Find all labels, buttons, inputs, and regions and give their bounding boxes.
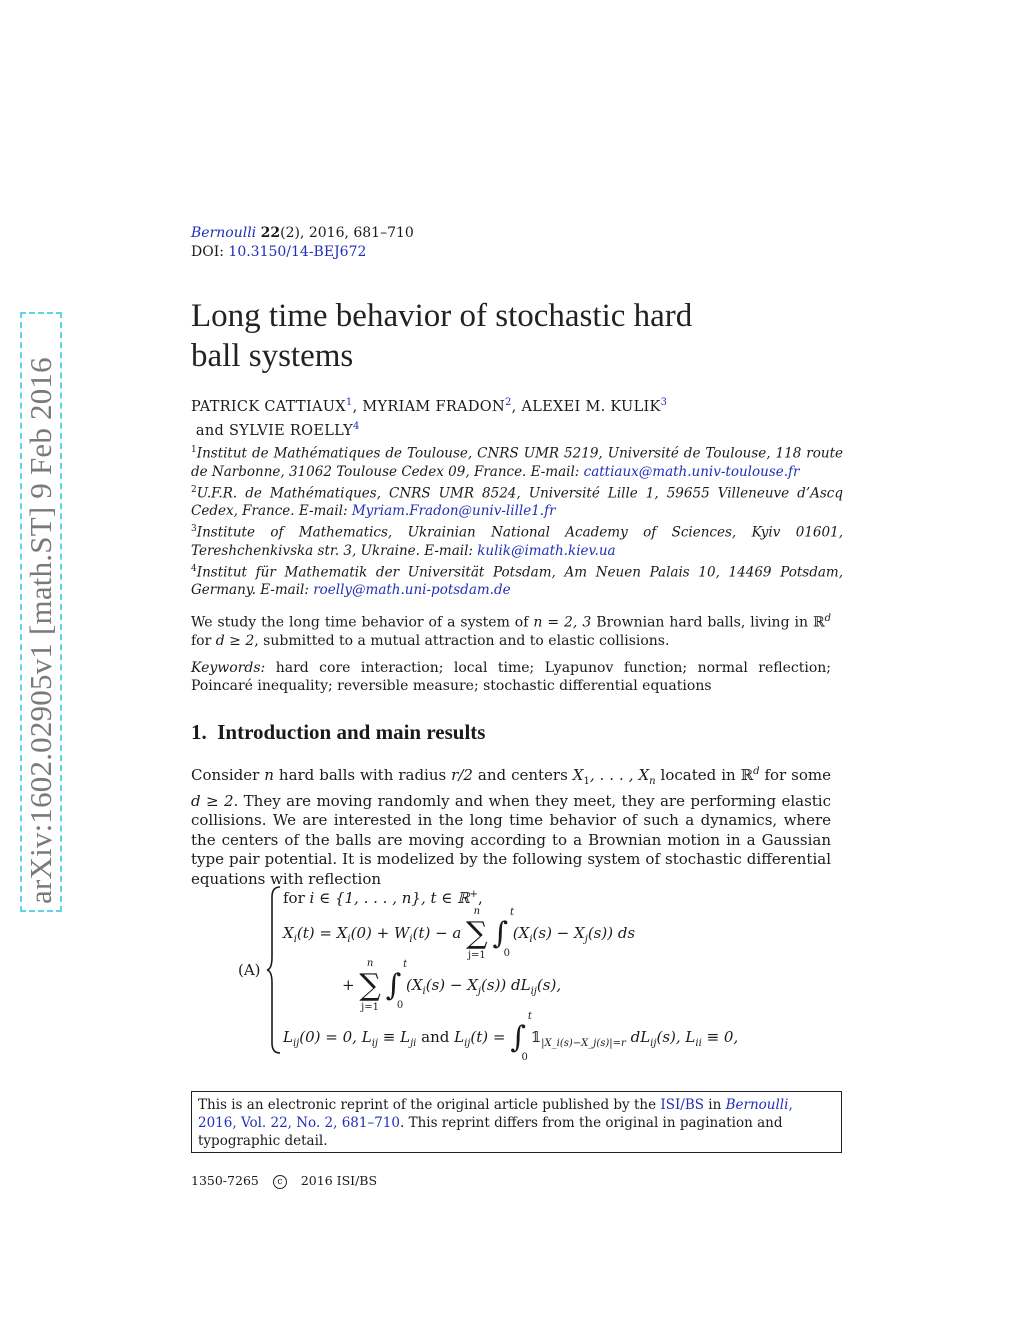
eq-text: for [283,889,310,907]
affiliation-text: Institute of Mathematics, Ukrainian National Academy of Sciences, Kyiv 01601, Tereshchenkivska str. 3, Ukraine. E-mail: [191,524,843,559]
sum-upper-limit: n [366,958,374,969]
eq-math: (t) − a [412,924,462,942]
email-link[interactable]: roelly@math.uni-potsdam.de [313,582,511,598]
eq-math: ij [650,1038,657,1049]
bernoulli-link[interactable]: Bernoulli [725,1097,789,1113]
eq-math: ≡ 0, [701,1028,739,1046]
abstract-math: d [824,613,831,624]
author-name: MYRIAM FRADON [362,398,505,415]
eq-math: i [347,934,351,945]
eq-math: (s), [536,976,562,994]
abstract-math: d ≥ 2 [215,632,255,649]
section-number: 1. [191,720,207,744]
footer [191,1173,377,1189]
doi-label: DOI: [191,244,224,260]
intro-text: Consider [191,766,265,784]
reprint-text: . This reprint differs from the original in pagination and typographic detail. [198,1115,783,1149]
email-link[interactable]: Myriam.Fradon@univ-lille1.fr [351,503,556,519]
keywords [191,659,831,695]
author-name: PATRICK CATTIAUX [191,398,346,415]
intro-math: d [753,766,760,777]
integral-upper-limit: t [527,1011,532,1022]
equation-line-2 [283,906,636,961]
keywords-label: Keywords: [191,660,266,676]
eq-math: (X [512,924,530,942]
eq-text: and [416,1028,455,1046]
eq-math: (s)) ds [587,924,636,942]
sum-operator: n ∑ j=1 [359,958,381,1013]
abstract-text: , submitted to a mutual attraction and to elastic collisions. [254,632,670,649]
integral-operator: t ∫ 0 [385,959,408,1011]
eq-math: ij [292,1038,300,1049]
title-line-2: ball systems [191,338,354,374]
intro-text: hard balls with radius [273,766,452,784]
affiliation-number: 2 [191,484,197,495]
intro-text: for some [759,766,832,784]
intro-paragraph [191,762,831,890]
eq-math: i [409,934,413,945]
equation-line-3 [342,958,562,1013]
reprint-text: This is an electronic reprint of the original article published by the [198,1097,661,1113]
integral-upper-limit: t [403,959,408,970]
sum-lower-limit: j=1 [467,950,486,961]
abstract-text: Brownian hard balls, living in [591,614,813,631]
author-and: and [195,422,225,439]
section-heading [191,720,485,745]
paper-title [191,296,831,376]
sum-operator: n ∑ j=1 [466,906,488,961]
doi-link[interactable]: 10.3150/14-BEJ672 [228,244,367,260]
reprint-notice [191,1091,842,1153]
intro-text: and centers [472,766,573,784]
author-affiliation-ref[interactable]: 3 [660,397,668,408]
affiliation [191,481,843,521]
eq-math: i [422,986,426,997]
author-list: PATRICK CATTIAUX$^1$, MYRIAM FRADON$^2$, ALEXEI M. KULIK$^3$ and SYLVIE ROELLY$^4$ [191,397,668,439]
sum-upper-limit: n [473,906,481,917]
abstract-text: for [191,632,216,649]
intro-math: d ≥ 2 [191,791,234,810]
issn: 1350-7265 [191,1173,259,1188]
eq-math: + [342,976,355,994]
eq-math: i [529,934,533,945]
author-name: ALEXEI M. KULIK [521,398,661,415]
integral-upper-limit: t [509,907,514,918]
eq-math: (s) − X [425,976,478,994]
email-link[interactable]: cattiaux@math.univ-toulouse.fr [583,463,800,480]
eq-math: (0) = 0, L [299,1028,372,1046]
intro-text: located in [655,766,741,784]
eq-math: (s), L [656,1028,696,1046]
author-name: SYLVIE ROELLY [229,422,354,439]
intro-math: X [572,766,584,784]
affiliation-number: 1 [191,445,197,455]
arxiv-stamp[interactable]: arXiv:1602.02905v1 [math.ST] 9 Feb 2016 [20,312,62,912]
eq-math: + [469,889,478,900]
eq-math: ji [410,1038,417,1049]
eq-math: i ∈ {1, . . . , n}, t ∈ ℝ [309,889,470,907]
left-brace-icon [266,885,282,1055]
affiliation-number: 3 [191,524,197,534]
abstract-math: n = 2, 3 [533,614,592,631]
equation-line-4 [283,1011,739,1063]
eq-math: (s) − X [532,924,585,942]
copyright-icon: c [273,1175,287,1189]
indicator-symbol: 𝟙 [530,1028,542,1046]
eq-math: ≡ L [378,1028,411,1046]
equation-line-1 [283,889,483,907]
eq-math: (s)) dL [481,976,531,994]
eq-math: ij [530,986,537,997]
eq-math: (t) = [470,1028,506,1046]
eq-math: X [283,924,294,942]
abstract-text: We study the long time behavior of a system of [191,614,534,631]
reference-link[interactable]: 2016, Vol. 22, No. 2, 681–710 [198,1115,400,1131]
author-affiliation-ref[interactable]: 2 [504,397,512,408]
reprint-text: , [788,1097,793,1113]
eq-text: , [478,889,483,907]
abstract-math: ℝ [812,614,825,631]
equation-label: (A) [238,961,261,979]
affiliation [191,560,843,600]
author-affiliation-ref[interactable]: 1 [345,397,353,408]
eq-math: j [584,934,588,945]
affiliation-text: U.F.R. de Mathématiques, CNRS UMR 8524, Université Lille 1, 59655 Villeneuve d’Ascq Cedex, France. E-mail: [191,485,843,519]
eq-math: dL [625,1028,651,1046]
intro-math: ℝ [740,766,754,784]
journal-issue: (2), 2016, 681–710 [280,225,414,241]
integral-lower-limit: 0 [521,1052,528,1063]
intro-math: , . . . , X [589,766,650,784]
author-affiliation-ref[interactable]: 4 [353,420,360,432]
copyright-text: 2016 ISI/BS [300,1173,378,1188]
eq-math: ii [695,1038,702,1049]
journal-header [191,224,414,262]
eq-math: i [293,934,297,945]
keywords-text: hard core interaction; local time; Lyapunov function; normal reflection; Poincaré inequality; reversible measure; stochastic differential equations [191,660,831,694]
integral-lower-limit: 0 [396,1000,404,1011]
eq-math: ij [464,1038,471,1049]
abstract [191,610,831,650]
intro-text: . They are moving randomly and when they meet, they are performing elastic collisions. We are interested in the long time behavior of such a dynamics, where the centers of the balls are moving according to a Brownian motion in a Gaussian type pair potential. It is modelized by the following system of stochastic differential equations with reflection [191,791,831,888]
intro-math: n [649,776,656,787]
eq-math: L [283,1028,293,1046]
journal-volume: 22 [260,225,281,241]
equation-system [236,885,836,1063]
email-link[interactable]: kulik@imath.kiev.ua [477,542,616,559]
intro-math: n [264,766,274,784]
sum-lower-limit: j=1 [361,1002,379,1013]
title-line-1: Long time behavior of stochastic hard [191,298,693,334]
affiliation-list [191,441,843,599]
affiliation-number: 4 [191,563,197,574]
eq-math: j [477,986,482,997]
eq-math: (t) = X [296,924,348,942]
affiliation [191,520,843,560]
affiliation-text: Institut für Mathematik der Universität Potsdam, Am Neuen Palais 10, 14469 Potsdam, Germany. E-mail: [191,564,843,598]
journal-name-link[interactable]: Bernoulli [191,225,257,241]
intro-math: 1 [583,776,590,787]
journal-citation [191,224,414,243]
integral-operator: t ∫ 0 [492,907,514,959]
eq-math: ij [371,1038,378,1049]
affiliation [191,441,843,481]
eq-math: L [454,1028,465,1046]
integral-operator: t ∫ 0 [510,1011,532,1063]
reprint-text: in [704,1097,726,1113]
intro-math: r/2 [451,766,473,784]
doi-line [191,243,414,262]
integral-lower-limit: 0 [503,948,510,959]
affiliation-text: Institut de Mathématiques de Toulouse, CNRS UMR 5219, Université de Toulouse, 118 route de Narbonne, 31062 Toulouse Cedex 09, France. E-mail: [191,445,843,480]
eq-math: (0) + W [350,924,410,942]
isi-bs-link[interactable]: ISI/BS [660,1097,704,1113]
eq-math: (X [405,976,423,994]
section-title: Introduction and main results [217,720,486,744]
eq-math: |X_i(s)−X_j(s)|=r [541,1038,626,1049]
